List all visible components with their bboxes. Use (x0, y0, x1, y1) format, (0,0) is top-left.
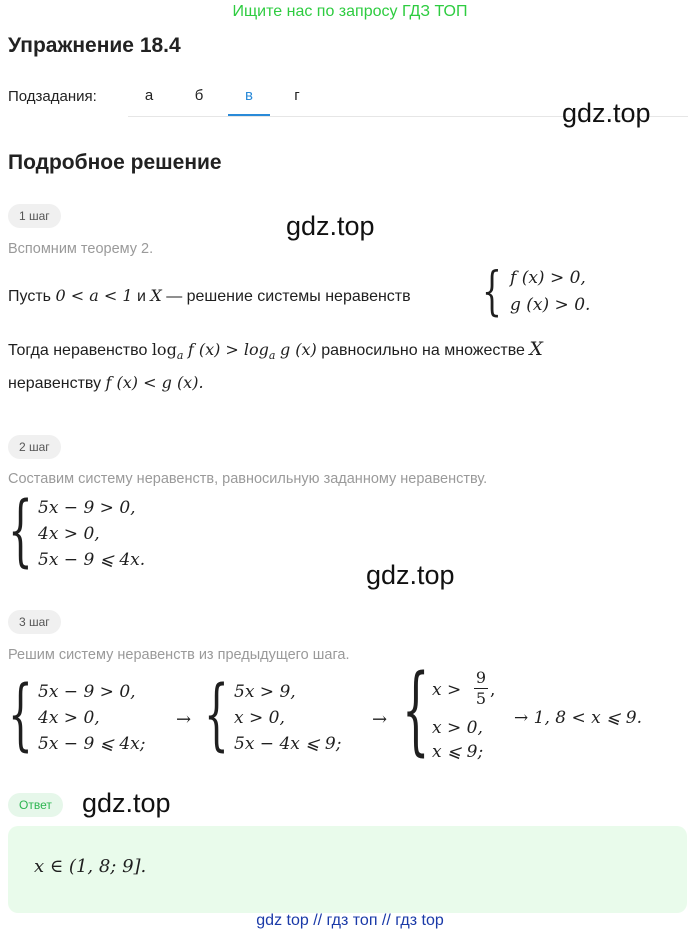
system-line: 5x − 9 > 0, (38, 682, 136, 702)
step1-line1 (8, 286, 411, 306)
step-hint: Вспомним теорему 2. (8, 241, 154, 257)
brace-icon: { (8, 670, 33, 760)
math-expression: g (x) (279, 340, 317, 359)
step-badge: 2 шаг (8, 435, 61, 459)
brace-icon: { (8, 486, 33, 576)
system-line: 5x > 9, (234, 682, 296, 702)
watermark: gdz.top (82, 788, 171, 818)
inequality-system (8, 486, 208, 578)
solution-title: Подробное решение (8, 151, 222, 174)
inequality-system (204, 670, 374, 762)
answer-badge: Ответ (8, 793, 63, 817)
system-line: x > 0, (234, 708, 285, 728)
watermark: gdz.top (286, 211, 375, 241)
watermark: gdz.top (366, 560, 455, 590)
inequality-system (482, 262, 612, 324)
fraction (474, 668, 488, 708)
system-line: 4x > 0, (38, 708, 100, 728)
text-segment: и (136, 288, 146, 305)
math-log: log (151, 340, 177, 359)
tab-g[interactable]: г (294, 87, 300, 104)
result-expression: → 1, 8 < x ⩽ 9. (514, 708, 642, 728)
text-segment: Пусть (8, 288, 51, 305)
step-badge: 3 шаг (8, 610, 61, 634)
step-hint: Решим систему неравенств из предыдущего шага. (8, 647, 350, 663)
math-set: X (529, 338, 543, 360)
answer-value: x ∈ (1, 8; 9]. (34, 856, 147, 877)
system-line: g (x) > 0. (510, 295, 591, 315)
system-line: 5x − 9 ⩽ 4x. (38, 550, 146, 570)
tab-b[interactable]: б (194, 87, 204, 104)
tab-v[interactable]: в (228, 78, 270, 116)
math-set: X (150, 286, 162, 305)
step-hint: Составим систему неравенств, равносильную заданному неравенству. (8, 471, 488, 487)
text-segment: неравенству (8, 375, 102, 392)
system-line: 5x − 9 > 0, (38, 498, 136, 518)
top-banner[interactable]: Ищите нас по запросу ГДЗ ТОП (232, 3, 468, 20)
system-line: x > 0, (432, 718, 483, 738)
system-line: 5x − 9 ⩽ 4x; (38, 734, 146, 754)
text-segment: — решение системы неравенств (166, 288, 411, 305)
math-expression: f (x) < g (x). (105, 373, 204, 392)
text-segment: Тогда неравенство (8, 342, 148, 359)
system-line: x > (432, 680, 462, 700)
text-segment: равносильно на множестве (321, 342, 525, 359)
comma: , (490, 680, 496, 700)
brace-icon: { (402, 654, 430, 766)
brace-icon: { (204, 670, 229, 760)
system-line: 4x > 0, (38, 524, 100, 544)
subtasks-label: Подзадания: (8, 88, 97, 105)
watermark: gdz.top (562, 98, 651, 128)
math-expression: f (x) > log (187, 340, 269, 359)
tab-a[interactable]: а (144, 87, 154, 104)
brace-icon: { (482, 262, 502, 322)
step1-line3 (8, 373, 204, 393)
step-badge: 1 шаг (8, 204, 61, 228)
system-line: x ⩽ 9; (432, 742, 484, 762)
arrow-icon: → (372, 709, 388, 730)
system-line: f (x) > 0, (510, 268, 586, 288)
footer-links[interactable]: gdz top // гдз топ // гдз top (256, 912, 444, 929)
fraction-denominator: 5 (475, 689, 487, 708)
inequality-system (402, 654, 512, 768)
inequality-system (8, 670, 178, 762)
page-title: Упражнение 18.4 (8, 34, 181, 57)
fraction-numerator: 9 (475, 668, 487, 687)
arrow-icon: → (176, 709, 192, 730)
step1-line2: Тогда неравенство $\log_a f$ $(x) > \log_a g$ (x) равносильно на множестве X (8, 338, 543, 363)
system-line: 5x − 4x ⩽ 9; (234, 734, 342, 754)
math-condition: 0 < a < 1 (55, 286, 133, 305)
